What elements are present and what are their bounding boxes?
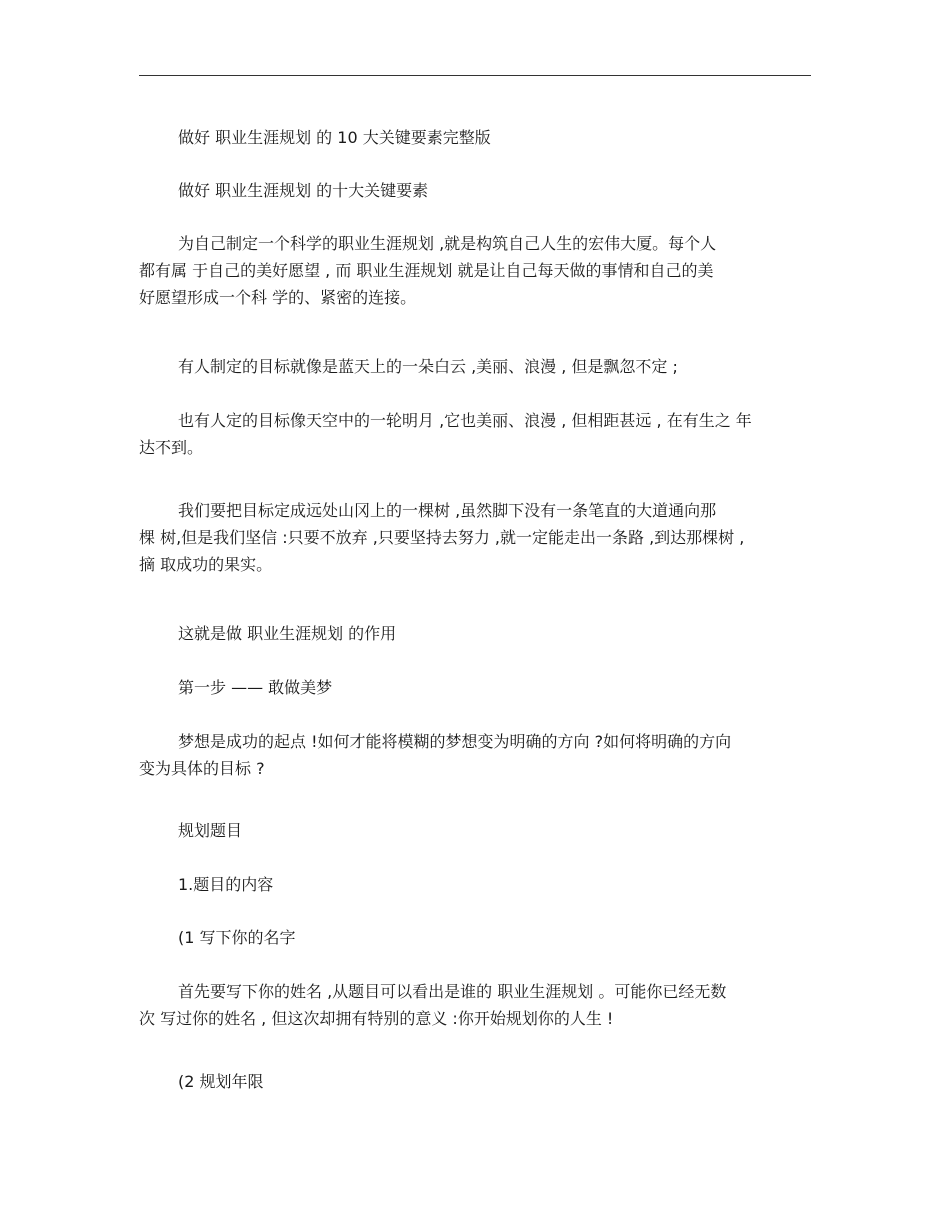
item-heading: 1.题目的内容 xyxy=(178,875,274,894)
text-line: 也有人定的目标像天空中的一轮明月 ,它也美丽、浪漫 , 但相距甚远 , 在有生之 年 xyxy=(178,411,752,430)
sub-item-heading: (2 规划年限 xyxy=(178,1072,264,1091)
sub-item-heading: (1 写下你的名字 xyxy=(178,928,296,947)
header-rule xyxy=(139,75,811,76)
paragraph-name xyxy=(139,978,811,1032)
text-line: 为自己制定一个科学的职业生涯规划 ,就是构筑自己人生的宏伟大厦。每个人 xyxy=(178,234,717,253)
paragraph-dream xyxy=(139,728,811,782)
text-line: 变为具体的目标 ? xyxy=(139,759,265,778)
text-line: 达不到。 xyxy=(139,438,204,457)
section-heading: 规划题目 xyxy=(178,821,243,840)
document-subtitle: 做好 职业生涯规划 的十大关键要素 xyxy=(178,181,429,200)
paragraph-cloud xyxy=(139,353,811,380)
text-line: 梦想是成功的起点 !如何才能将模糊的梦想变为明确的方向 ?如何将明确的方向 xyxy=(178,732,732,751)
step-heading: 第一步 —— 敢做美梦 xyxy=(178,678,333,697)
paragraph-tree xyxy=(139,497,811,578)
paragraph-moon xyxy=(139,407,811,461)
text-line: 都有属 于自己的美好愿望 , 而 职业生涯规划 就是让自己每天做的事情和自己的美 xyxy=(139,261,714,280)
text-line: 有人制定的目标就像是蓝天上的一朵白云 ,美丽、浪漫 , 但是飘忽不定 ; xyxy=(178,357,678,376)
paragraph-purpose: 这就是做 职业生涯规划 的作用 xyxy=(178,624,397,643)
text-line: 摘 取成功的果实。 xyxy=(139,555,273,574)
text-line: 次 写过你的姓名 , 但这次却拥有特别的意义 :你开始规划你的人生 ! xyxy=(139,1009,614,1028)
text-line: 好愿望形成一个科 学的、紧密的连接。 xyxy=(139,288,417,307)
paragraph-intro xyxy=(139,230,811,311)
text-line: 我们要把目标定成远处山冈上的一棵树 ,虽然脚下没有一条笔直的大道通向那 xyxy=(178,501,717,520)
text-line: 首先要写下你的姓名 ,从题目可以看出是谁的 职业生涯规划 。可能你已经无数 xyxy=(178,982,727,1001)
document-title: 做好 职业生涯规划 的 10 大关键要素完整版 xyxy=(178,128,491,147)
text-line: 棵 树,但是我们坚信 :只要不放弃 ,只要坚持去努力 ,就一定能走出一条路 ,到达那棵树 , xyxy=(139,528,745,547)
